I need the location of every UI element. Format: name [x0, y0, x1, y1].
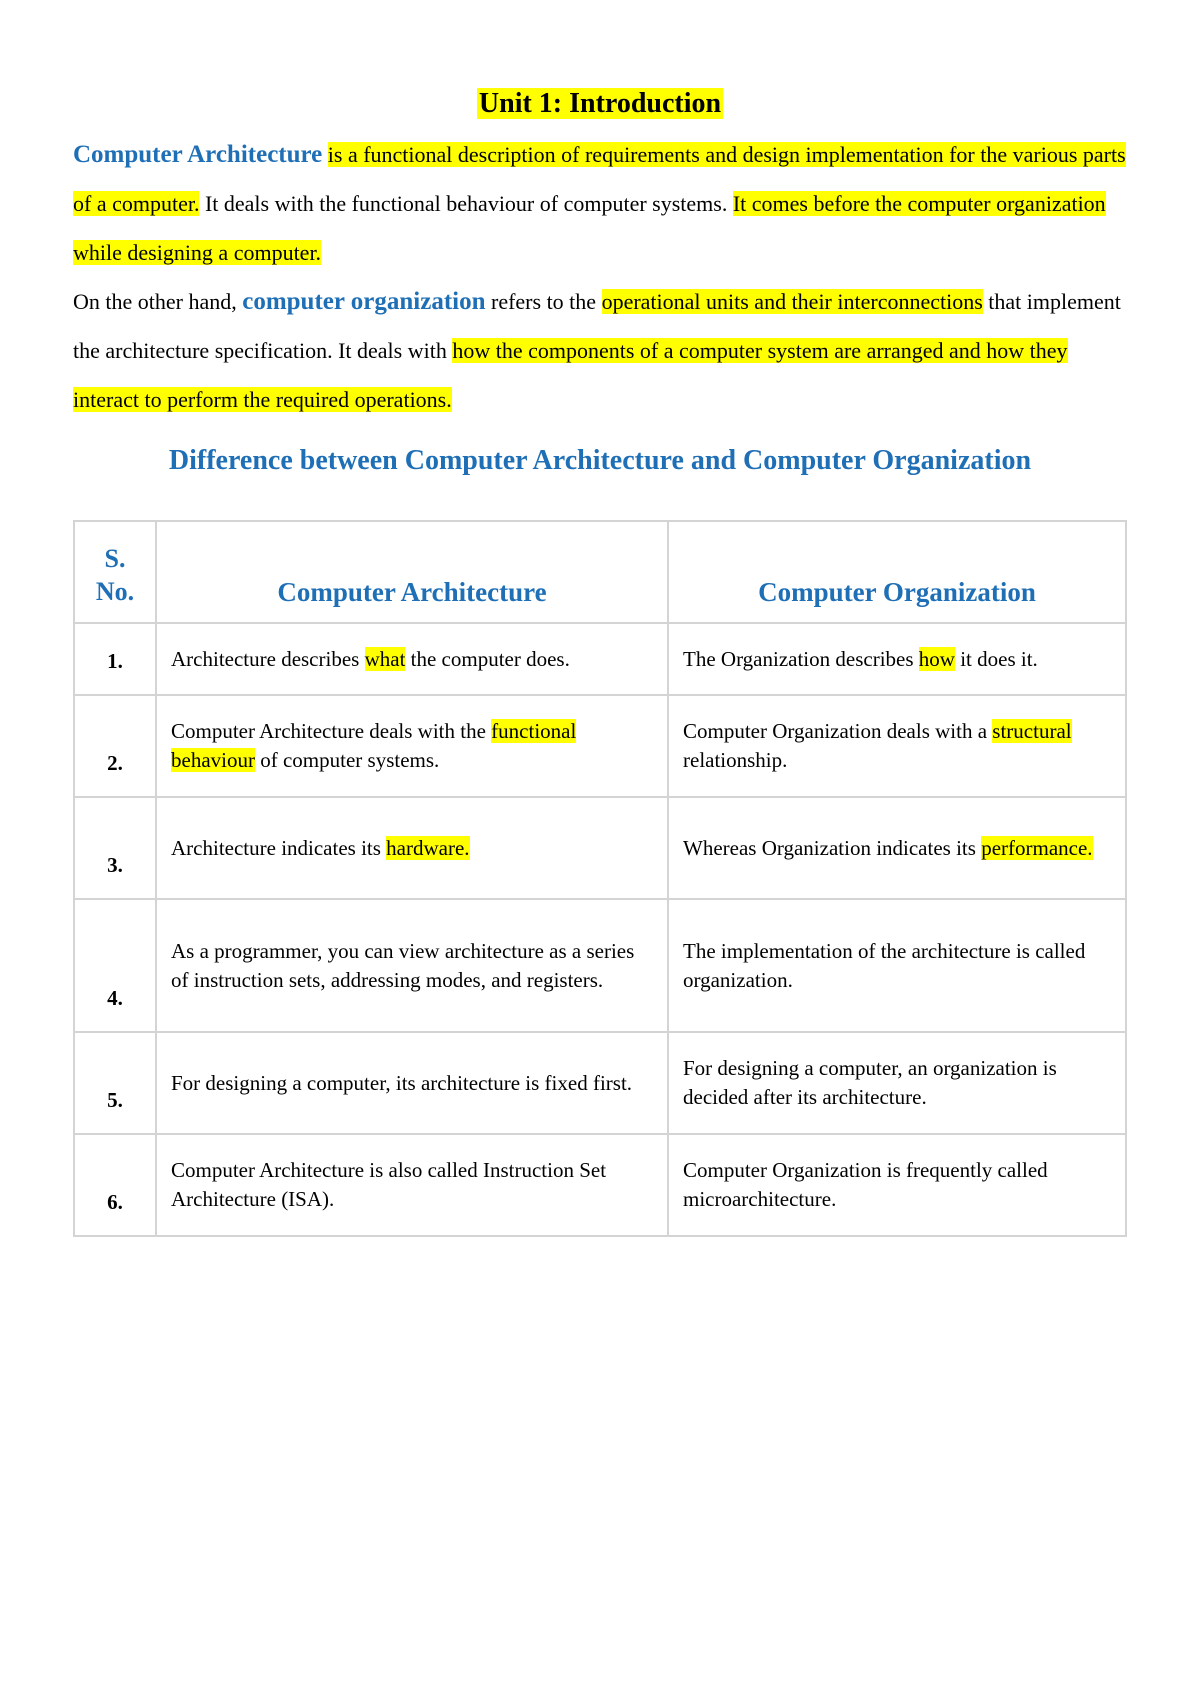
table-row: [74, 695, 1126, 797]
column-header-architecture: Computer Architecture: [156, 521, 668, 623]
plain-text: It deals with the functional behaviour of computer systems.: [204, 191, 728, 216]
cell-text: The Organization describes: [683, 646, 919, 671]
column-header-organization: Computer Organization: [668, 521, 1126, 623]
row-number: 5.: [74, 1032, 156, 1134]
row-number: 4.: [74, 899, 156, 1032]
row-number: 1.: [74, 623, 156, 695]
cell-highlight: what: [364, 646, 406, 671]
table-row: [74, 1134, 1126, 1236]
comparison-table: [73, 520, 1127, 1237]
table-row: [74, 1032, 1126, 1134]
term-computer-organization: computer organization: [242, 288, 486, 315]
cell-text: it does it.: [954, 646, 1038, 671]
page-title-text: Unit 1: Introduction: [478, 88, 722, 119]
architecture-cell: [156, 1134, 668, 1236]
cell-highlight: hardware.: [386, 835, 470, 860]
organization-cell: [668, 1134, 1126, 1236]
cell-text: For designing a computer, an organization is decided after its architecture.: [683, 1056, 1057, 1109]
plain-text: On the other hand,: [73, 289, 237, 314]
architecture-cell: [156, 623, 668, 695]
intro-paragraph-organization: [73, 277, 1133, 424]
organization-cell: [668, 797, 1126, 899]
cell-text: Computer Organization deals with a: [683, 719, 993, 743]
term-computer-architecture: Computer Architecture: [73, 141, 323, 168]
architecture-cell: [156, 899, 668, 1032]
cell-text: of computer systems.: [254, 748, 440, 772]
highlight-text: It comes before the computer organization while designing a computer.: [73, 191, 1106, 265]
cell-text: relationship.: [683, 748, 788, 772]
section-heading: Difference between Computer Architecture and Computer Organization: [168, 445, 1032, 476]
highlight-text: how the components of a computer system are arranged and how they interact to perform the required operations.: [73, 338, 1068, 412]
cell-text: As a programmer, you can view architecture as a series of instruction sets, addressing modes, and registers.: [171, 938, 635, 992]
page-title: [0, 88, 1200, 120]
row-number: 3.: [74, 797, 156, 899]
cell-text: For designing a computer, its architecture is fixed first.: [171, 1070, 633, 1095]
column-header-sno: [74, 521, 156, 623]
table-header-row: [74, 521, 1126, 623]
row-number: 2.: [74, 695, 156, 797]
organization-cell: [668, 899, 1126, 1032]
intro-paragraph-architecture: [73, 130, 1133, 277]
cell-highlight: structural: [992, 719, 1072, 743]
table-row: [74, 899, 1126, 1032]
cell-highlight: functional behaviour: [171, 719, 577, 772]
plain-text: refers to the: [491, 289, 597, 314]
cell-text: Computer Architecture deals with the: [171, 719, 492, 743]
highlight-text: is a functional description of requirements and design implementation for the various parts of a computer.: [73, 142, 1126, 216]
cell-text: Computer Organization is frequently called microarchitecture.: [683, 1158, 1048, 1211]
header-sno-line1: S.: [104, 544, 126, 573]
organization-cell: [668, 695, 1126, 797]
table-row: [74, 623, 1126, 695]
highlight-text: operational units and their interconnections: [601, 289, 983, 314]
cell-text: Architecture describes: [171, 646, 365, 671]
cell-highlight: how: [918, 646, 955, 671]
architecture-cell: [156, 797, 668, 899]
architecture-cell: [156, 695, 668, 797]
cell-text: Computer Architecture is also called Instruction Set Architecture (ISA).: [171, 1158, 607, 1211]
cell-text: Whereas Organization indicates its: [683, 835, 982, 860]
organization-cell: [668, 623, 1126, 695]
table-row: [74, 797, 1126, 899]
header-sno-line2: No.: [95, 577, 135, 606]
row-number: 6.: [74, 1134, 156, 1236]
cell-highlight: performance.: [981, 835, 1093, 860]
organization-cell: [668, 1032, 1126, 1134]
cell-text: Architecture indicates its: [171, 835, 387, 860]
cell-text: The implementation of the architecture is called organization.: [683, 938, 1086, 992]
plain-text: that implement the architecture specification. It deals with: [73, 289, 1121, 363]
cell-text: the computer does.: [405, 646, 570, 671]
architecture-cell: [156, 1032, 668, 1134]
